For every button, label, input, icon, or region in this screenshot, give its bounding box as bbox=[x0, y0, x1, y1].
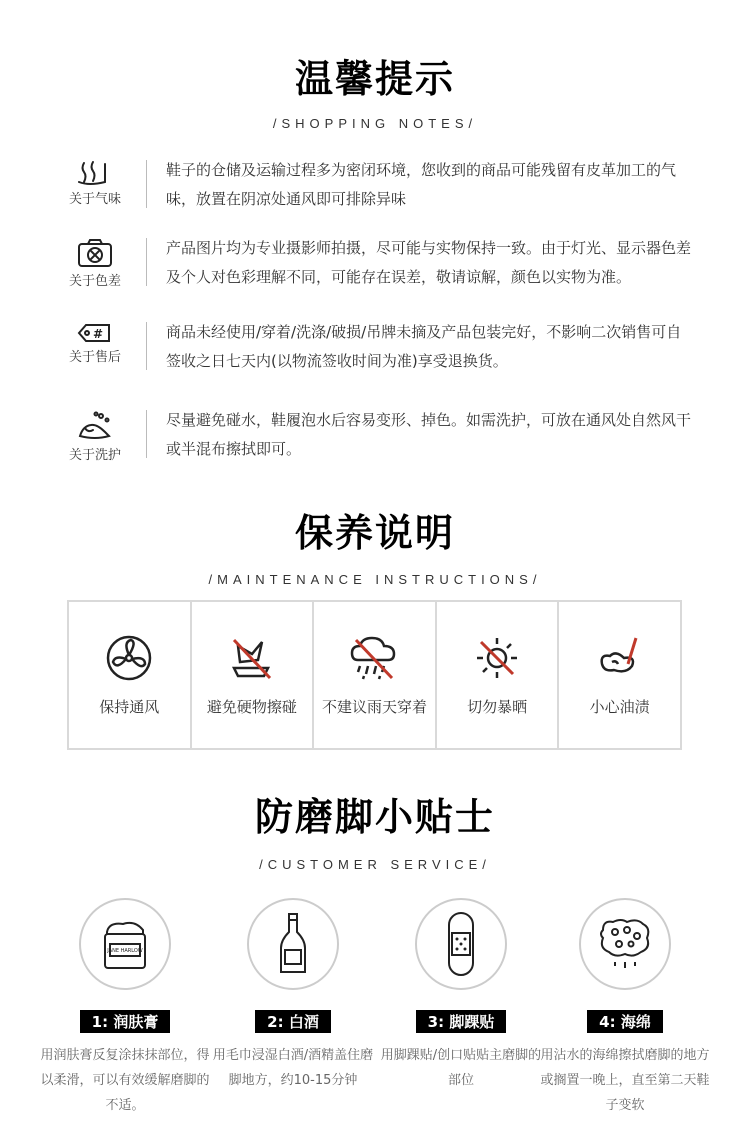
tip-sponge bbox=[540, 898, 710, 1118]
maintenance-item: 切勿暴晒 bbox=[437, 602, 560, 748]
note-aftersale bbox=[62, 322, 702, 382]
tip-bandage bbox=[376, 898, 546, 1093]
tip-label: 3: 脚踝贴 bbox=[416, 1010, 507, 1033]
tip-text: 用脚踝贴/创口贴贴主磨脚的部位 bbox=[380, 1048, 542, 1088]
tip-liquor bbox=[208, 898, 378, 1093]
divider bbox=[146, 238, 147, 286]
divider bbox=[146, 160, 147, 208]
maintenance-item: 小心油渍 bbox=[559, 602, 680, 748]
divider bbox=[146, 322, 147, 370]
svg-text:JANE HARLOW: JANE HARLOW bbox=[107, 948, 143, 954]
note-text: 产品图片均为专业摄影师拍摄，尽可能与实物保持一致。由于灯光、显示器色差及个人对色彩理解不同，可能存在误差，敬请谅解，颜色以实物为准。 bbox=[166, 239, 692, 286]
divider bbox=[146, 410, 147, 458]
odor-icon: 关于气味 bbox=[62, 160, 128, 220]
maintenance-item: 保持通风 bbox=[69, 602, 192, 748]
note-text: 商品未经使用/穿着/洗涤/破损/吊牌未摘及产品包装完好，不影响二次销售可自签收之日七天内(以物流签收时间为准)享受退换货。 bbox=[166, 323, 682, 370]
fan-icon bbox=[105, 634, 153, 682]
tag-icon: # 关于售后 bbox=[68, 327, 121, 365]
section-subtitle-maintenance: /MAINTENANCE INSTRUCTIONS/ bbox=[208, 572, 542, 587]
note-text: 鞋子的仓储及运输过程多为密闭环境，您收到的商品可能残留有皮革加工的气味，放置在阴凉处通风即可排除异味 bbox=[166, 161, 677, 208]
svg-text:#: # bbox=[93, 327, 104, 341]
note-care bbox=[62, 410, 702, 470]
tip-label: 1: 润肤膏 bbox=[80, 1010, 171, 1033]
tip-text: 用沾水的海绵擦拭磨脚的地方或搁置一晚上，直至第二天鞋子变软 bbox=[540, 1048, 710, 1113]
note-color bbox=[62, 238, 702, 298]
oil-stain-icon bbox=[596, 634, 644, 682]
maintenance-grid bbox=[67, 600, 682, 750]
bandage-icon bbox=[415, 898, 507, 990]
camera-icon: 关于色差 bbox=[62, 238, 128, 298]
maintenance-item: 不建议雨天穿着 bbox=[314, 602, 437, 748]
note-odor bbox=[62, 160, 702, 220]
section-title-tips: 防磨脚小贴士 bbox=[254, 795, 495, 839]
section-title-maintenance: 保养说明 bbox=[294, 511, 455, 555]
shoe-wash-icon: 关于洗护 bbox=[62, 410, 128, 470]
sponge-icon bbox=[579, 898, 671, 990]
section-subtitle-tips: /CUSTOMER SERVICE/ bbox=[259, 857, 491, 872]
no-rain-icon bbox=[348, 634, 400, 682]
no-sun-icon bbox=[473, 634, 521, 682]
tip-text: 用毛巾浸湿白酒/酒精盖住磨脚地方，约10-15分钟 bbox=[212, 1048, 374, 1088]
tip-label: 2: 白酒 bbox=[255, 1010, 331, 1033]
maintenance-item: 避免硬物擦碰 bbox=[192, 602, 315, 748]
tip-label: 4: 海绵 bbox=[587, 1010, 663, 1033]
cream-jar-icon bbox=[79, 898, 171, 990]
no-hard-object-icon bbox=[228, 634, 276, 682]
tip-text: 用润肤膏反复涂抹抹部位，得以柔滑，可以有效缓解磨脚的不适。 bbox=[40, 1048, 210, 1113]
bottle-icon bbox=[247, 898, 339, 990]
note-text: 尽量避免碰水，鞋履泡水后容易变形、掉色。如需洗护，可放在通风处自然风干或半混布擦拭即可。 bbox=[166, 411, 692, 458]
section-title-notes: 温馨提示 bbox=[294, 57, 455, 101]
tip-cream bbox=[40, 898, 210, 1118]
section-subtitle-notes: /SHOPPING NOTES/ bbox=[272, 116, 478, 131]
